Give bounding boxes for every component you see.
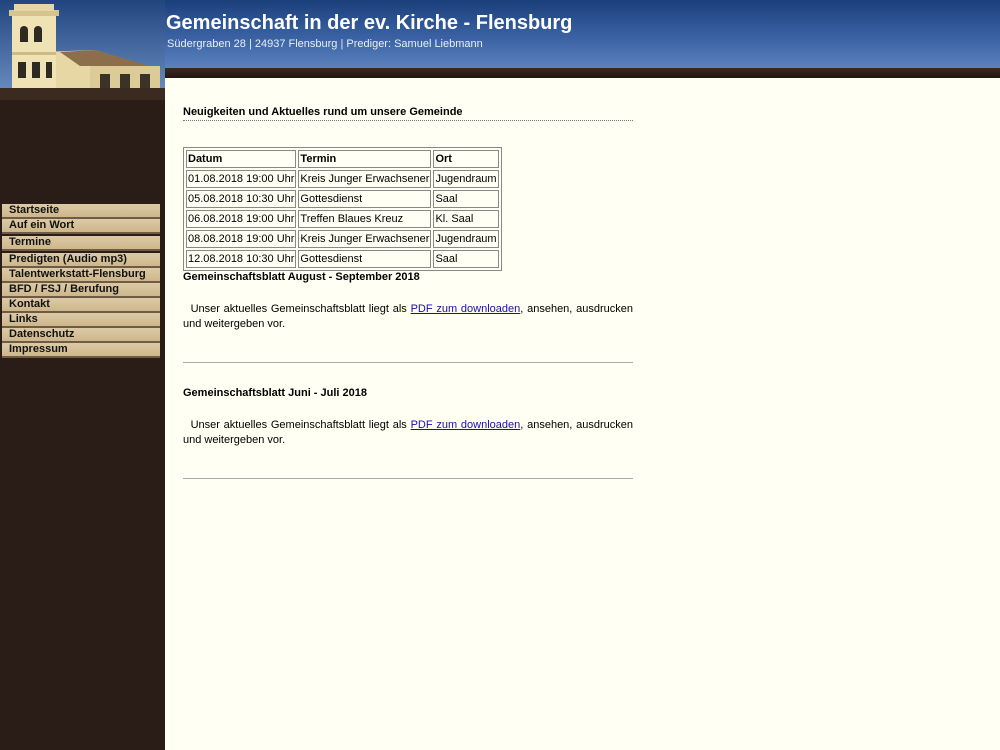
sidebar — [0, 100, 165, 750]
cell-termin: Gottesdienst — [298, 190, 431, 208]
cell-ort: Saal — [433, 250, 498, 268]
cell-termin: Treffen Blaues Kreuz — [298, 210, 431, 228]
nav-item-kontakt[interactable]: Kontakt — [2, 298, 160, 313]
pdf-download-link-aug-sep[interactable]: PDF zum downloaden — [410, 303, 521, 315]
article-text-after: , ansehen, ausdrucken und weitergeben vor. — [183, 303, 634, 330]
article-title-jun-jul: Gemeinschaftsblatt Juni - Juli 2018 — [183, 387, 368, 399]
header-strip — [150, 68, 1000, 78]
main-navigation — [2, 204, 160, 358]
table-row — [186, 190, 499, 208]
table-row — [186, 170, 499, 188]
cell-datum: 08.08.2018 19:00 Uhr — [186, 230, 296, 248]
cell-termin: Kreis Junger Erwachsener — [298, 170, 431, 188]
nav-item-impressum[interactable]: Impressum — [2, 343, 160, 358]
column-header-termin: Termin — [298, 150, 431, 168]
article-body-aug-sep — [183, 302, 633, 332]
column-header-ort: Ort — [433, 150, 498, 168]
divider — [183, 478, 633, 479]
nav-item-links[interactable]: Links — [2, 313, 160, 328]
events-table — [183, 147, 502, 271]
nav-item-datenschutz[interactable]: Datenschutz — [2, 328, 160, 343]
nav-item-termine[interactable]: Termine — [2, 236, 160, 251]
nav-item-talentwerkstatt[interactable]: Talentwerkstatt-Flensburg — [2, 268, 160, 283]
cell-ort: Kl. Saal — [433, 210, 498, 228]
site-title: Gemeinschaft in der ev. Kirche - Flensburg — [166, 12, 573, 34]
nav-item-bfd-fsj[interactable]: BFD / FSJ / Berufung — [2, 283, 160, 298]
cell-datum: 06.08.2018 19:00 Uhr — [186, 210, 296, 228]
table-row — [186, 210, 499, 228]
main-content — [165, 78, 1000, 750]
cell-termin: Kreis Junger Erwachsener — [298, 230, 431, 248]
divider — [183, 362, 633, 363]
cell-datum: 05.08.2018 10:30 Uhr — [186, 190, 296, 208]
table-header-row — [186, 150, 499, 168]
column-header-datum: Datum — [186, 150, 296, 168]
cell-datum: 01.08.2018 19:00 Uhr — [186, 170, 296, 188]
article-title-aug-sep: Gemeinschaftsblatt August - September 2018 — [183, 271, 420, 283]
news-heading: Neuigkeiten und Aktuelles rund um unsere Gemeinde — [183, 106, 633, 121]
article-body-jun-jul — [183, 418, 633, 448]
site-subtitle: Südergraben 28 | 24937 Flensburg | Prediger: Samuel Liebmann — [167, 38, 483, 50]
article-text-before: Unser aktuelles Gemeinschaftsblatt liegt als — [190, 419, 411, 431]
article-text-after: , ansehen, ausdrucken und weitergeben vor. — [183, 419, 634, 446]
table-row — [186, 230, 499, 248]
article-text-before: Unser aktuelles Gemeinschaftsblatt liegt als — [190, 303, 411, 315]
nav-item-auf-ein-wort[interactable]: Auf ein Wort — [2, 219, 160, 234]
cell-termin: Gottesdienst — [298, 250, 431, 268]
cell-ort: Jugendraum — [433, 170, 498, 188]
cell-ort: Saal — [433, 190, 498, 208]
church-tower-image — [0, 0, 165, 100]
nav-item-predigten[interactable]: Predigten (Audio mp3) — [2, 253, 160, 268]
pdf-download-link-jun-jul[interactable]: PDF zum downloaden — [410, 419, 521, 431]
cell-ort: Jugendraum — [433, 230, 498, 248]
nav-item-startseite[interactable]: Startseite — [2, 204, 160, 219]
table-row — [186, 250, 499, 268]
cell-datum: 12.08.2018 10:30 Uhr — [186, 250, 296, 268]
